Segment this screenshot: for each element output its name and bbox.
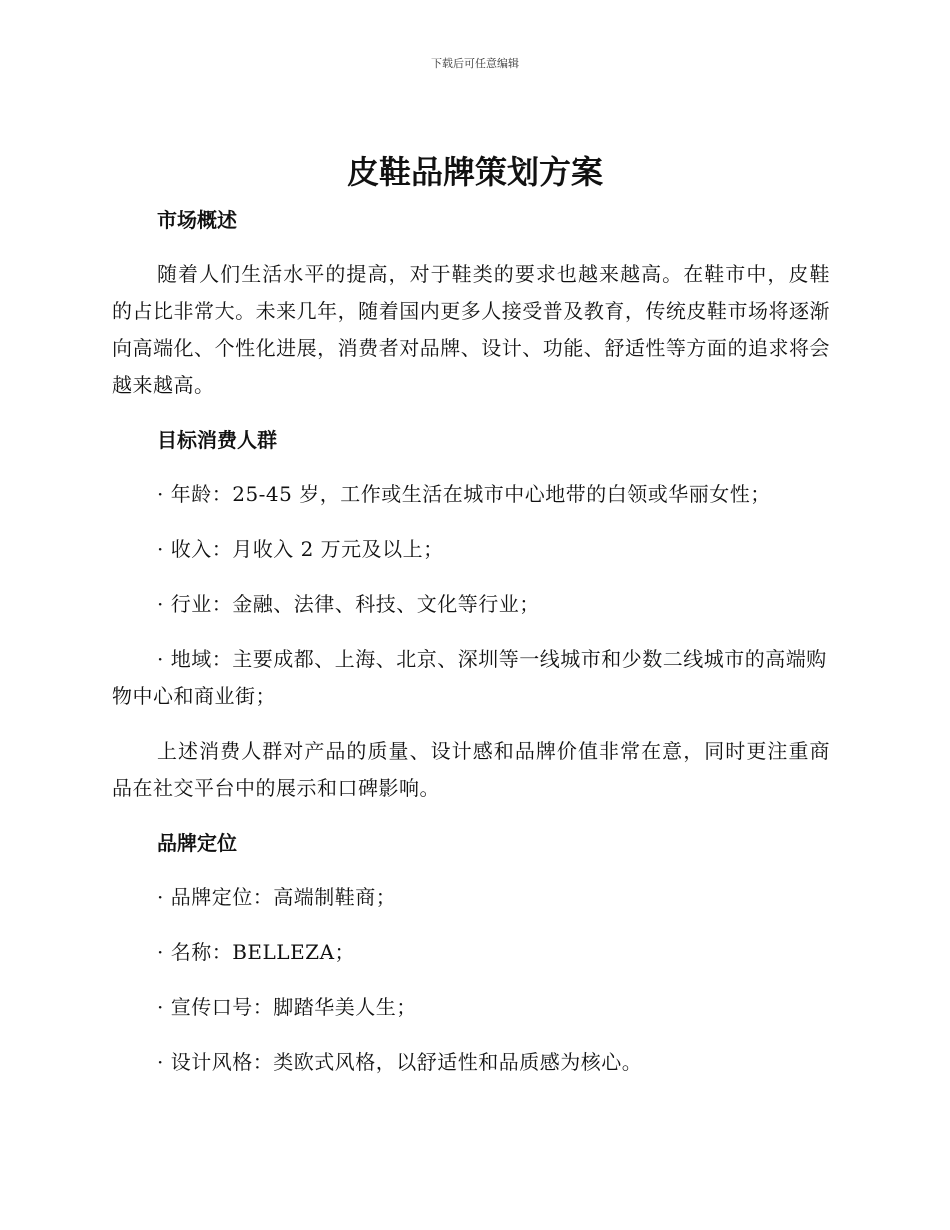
section-heading-target-consumers: 目标消费人群 [157,428,277,452]
bullet-age: · 年龄：25-45 岁，工作或生活在城市中心地带的白领或华丽女性； [157,482,771,506]
header-note: 下载后可任意编辑 [431,57,519,70]
bullet-income: · 收入：月收入 2 万元及以上； [157,537,444,561]
document-title: 皮鞋品牌策划方案 [346,153,603,191]
paragraph-consumer-summary: 上述消费人群对产品的质量、设计感和品牌价值非常在意，同时更注重商品在社交平台中的展示和口碑影响。 [112,739,830,800]
bullet-design-style: · 设计风格：类欧式风格，以舒适性和品质感为核心。 [157,1050,643,1074]
document-body [112,202,830,1081]
section-heading-market-overview: 市场概述 [157,208,237,232]
bullet-positioning: · 品牌定位：高端制鞋商； [157,885,397,909]
bullet-brand-name: · 名称：BELLEZA； [157,940,356,964]
bullet-industry: · 行业：金融、法律、科技、文化等行业； [157,592,540,616]
bullet-slogan: · 宣传口号：脚踏华美人生； [157,995,417,1019]
paragraph-market-overview: 随着人们生活水平的提高，对于鞋类的要求也越来越高。在鞋市中，皮鞋的占比非常大。未来几年，随着国内更多人接受普及教育，传统皮鞋市场将逐渐向高端化、个性化进展，消费者对品牌、设计、功能、舒适性等方面的追求将会越来越高。 [112,262,830,397]
section-heading-brand-positioning: 品牌定位 [157,831,237,855]
bullet-region: · 地域：主要成都、上海、北京、深圳等一线城市和少数二线城市的高端购物中心和商业街； [112,647,827,708]
